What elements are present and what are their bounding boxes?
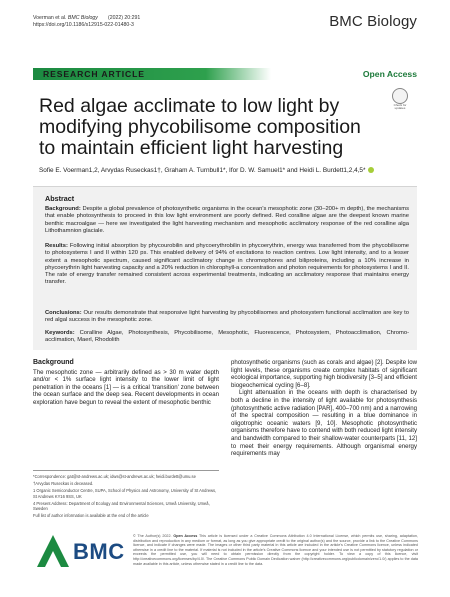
citation-header xyxy=(33,15,140,29)
keywords-text: Coralline Algae, Photosynthesis, Phycobilisome, Mesophotic, Fluorescence, Photosystem, Photoacclimation, Chromo-acclimation, Maerl, Rhodolith xyxy=(45,330,409,344)
right-column xyxy=(231,359,417,458)
article-title: Red algae acclimate to low light by modifying phycobilisome composition to maintain efficient light harvesting xyxy=(39,95,361,159)
check-for-updates-badge[interactable] xyxy=(389,88,411,110)
check-updates-label: Check for updates xyxy=(393,103,407,111)
citation-line xyxy=(33,15,140,22)
journal-logo: BMC Biology xyxy=(329,13,417,30)
open-access-label: Open Access xyxy=(362,69,417,79)
license-open-access: Open Access xyxy=(173,534,198,538)
right-paragraph-2: Light attenuation in the oceans with depth is characterised by both a decline in the intensity of light available for photosynthesis (photosynthetic active radiation [PAR], 400–700 nm) and a narrowing of the spectral composition — resulting in a blue dominance in oligotrophic oceanic waters [9, 10]. Mesophotic photosynthetic organisms therefore have to contend with both reduced light intensity and bandwidth compared to their shallow-water counterparts [11, 12] to meet their energy requirements. Although organismal energy requirements may xyxy=(231,389,417,458)
abstract-conclusions xyxy=(45,310,409,325)
citation-journal: BMC Biology xyxy=(67,15,98,21)
footnotes xyxy=(33,470,219,520)
background-heading: Background xyxy=(33,359,74,366)
abstract-background-label: Background: xyxy=(45,206,81,212)
abstract-box xyxy=(33,186,417,350)
license-body: This article is licensed under a Creative Commons Attribution 4.0 International License, which permits use, sharing, adaptation, distribution and reproduction in any medium or format, as long as you give appropriate credit to the original author(s) and the source, provide a link to the Creative Commons licence, and indicate if changes were made. The images or other third party material in this article are included in the article's Creative Commons licence, unless indicated otherwise in a credit line to the material. If material is not included in the article's Creative Commons licence and your intended use is not permitted by statutory regulation or exceeds the permitted use, you will need to obtain permission directly from the copyright holder. To view a copy of this licence, visit http://creativecommons.org/licenses/by/4.0/. The Creative Commons Public Domain Dedication waiver (http://creativecommons.org/publicdomain/zero/1.0/) applies to the data made available in this article, unless otherwise stated in a credit line to the data. xyxy=(133,534,418,566)
correspondence-note: *Correspondence: gat@st-andrews.ac.uk; idws@st-andrews.ac.uk; heidi.burdett@umu.se xyxy=(33,474,196,479)
citation-year: (2022) 20:291 xyxy=(107,15,141,21)
abstract-keywords xyxy=(45,330,409,345)
bmc-logo xyxy=(37,535,127,569)
bmc-logo-text: BMC xyxy=(73,539,125,564)
authors-text: Sofie E. Voerman1,2, Arvydas Ruseckas1†, Graham A. Turnbull1*, Ifor D. W. Samuel1* and Heidi L. Burdett1,2,4,5* xyxy=(39,167,366,174)
license-lead: © The Author(s) 2022. xyxy=(133,534,174,538)
license-text xyxy=(133,534,418,566)
abstract-heading: Abstract xyxy=(45,194,75,203)
abstract-conclusions-text: Our results demonstrate that responsive light harvesting by phycobilisomes and photosystem functional acclimation are key to red algal success in the mesophotic zone. xyxy=(45,310,409,324)
bmc-logo-icon xyxy=(37,535,69,567)
citation-authors: Voerman et al. xyxy=(33,15,68,21)
orcid-icon[interactable] xyxy=(368,167,374,173)
author-list xyxy=(39,167,419,174)
keywords-label: Keywords: xyxy=(45,330,75,336)
doi-link[interactable]: https://doi.org/10.1186/s12915-022-01480-3 xyxy=(33,22,134,28)
abstract-conclusions-label: Conclusions: xyxy=(45,310,82,316)
abstract-results-text: Following initial absorption by phycourobilin and phycoerythrobilin in phycoerythrin, energy was transferred from the phycobilisome to photosystems I and II within 120 ps. This enabled delivery of 94% of excitations to reaction centres. Low light intensity, and to a lesser extent a mesophotic spectrum, caused significant acclimatory change in chromophores and biliproteins, including a 10% increase in phycoerythrin light harvesting capacity and a 20% reduction in chlorophyll-a concentration and photon requirements for photosystems I and II. The rate of energy transfer remained consistent across experimental treatments, indicating an acclimatory response that maintains energy transfer. xyxy=(45,243,409,286)
abstract-background-text: Despite a global prevalence of photosynthetic organisms in the ocean's mesophotic zone (30–200+ m depth), the mechanisms that enable photosynthesis to proceed in this low light environment are poorly defined. Red coralline algae are the deepest known marine benthic macroalgae — here we investigated the light harvesting mechanism and mesophotic acclimatory response of the red coralline alga Lithothamnion glaciale. xyxy=(45,206,409,234)
abstract-results-label: Results: xyxy=(45,243,68,249)
abstract-results xyxy=(45,243,409,287)
check-updates-icon xyxy=(392,88,408,104)
article-type-label: RESEARCH ARTICLE xyxy=(43,69,145,79)
full-list-note: Full list of author information is available at the end of the article xyxy=(33,513,149,519)
affiliation-note: 1 Organic Semiconductor Centre, SUPA, School of Physics and Astronomy, University of St Andrews, St Andrews KY16 9SS, UK xyxy=(33,488,217,499)
present-address-note: 4 Present Address: Department of Ecology and Environmental Sciences, Umeå University, Umeå, Sweden xyxy=(33,500,210,512)
article-type-bar xyxy=(33,68,417,80)
right-paragraph-1: photosynthetic organisms (such as corals and algae) [2]. Despite low light levels, these organisms create complex habitats of significant ecological importance, supporting high biodiversity [3–5] and efficient biogeochemical cycling [6–8]. xyxy=(231,359,417,389)
background-paragraph: The mesophotic zone — arbitrarily defined as > 30 m water depth and/or < 1% surface light intensity to the lower limit of light penetration in the oceans [1] — is a critical 'transition' zone between the ocean surface and the deep sea. Recent developments in ocean exploration have begun to reveal the extent of mesophotic benthic xyxy=(33,368,219,406)
left-column xyxy=(33,359,219,407)
deceased-note: †Arvydas Ruseckas is deceased. xyxy=(33,481,94,487)
abstract-background xyxy=(45,206,409,235)
